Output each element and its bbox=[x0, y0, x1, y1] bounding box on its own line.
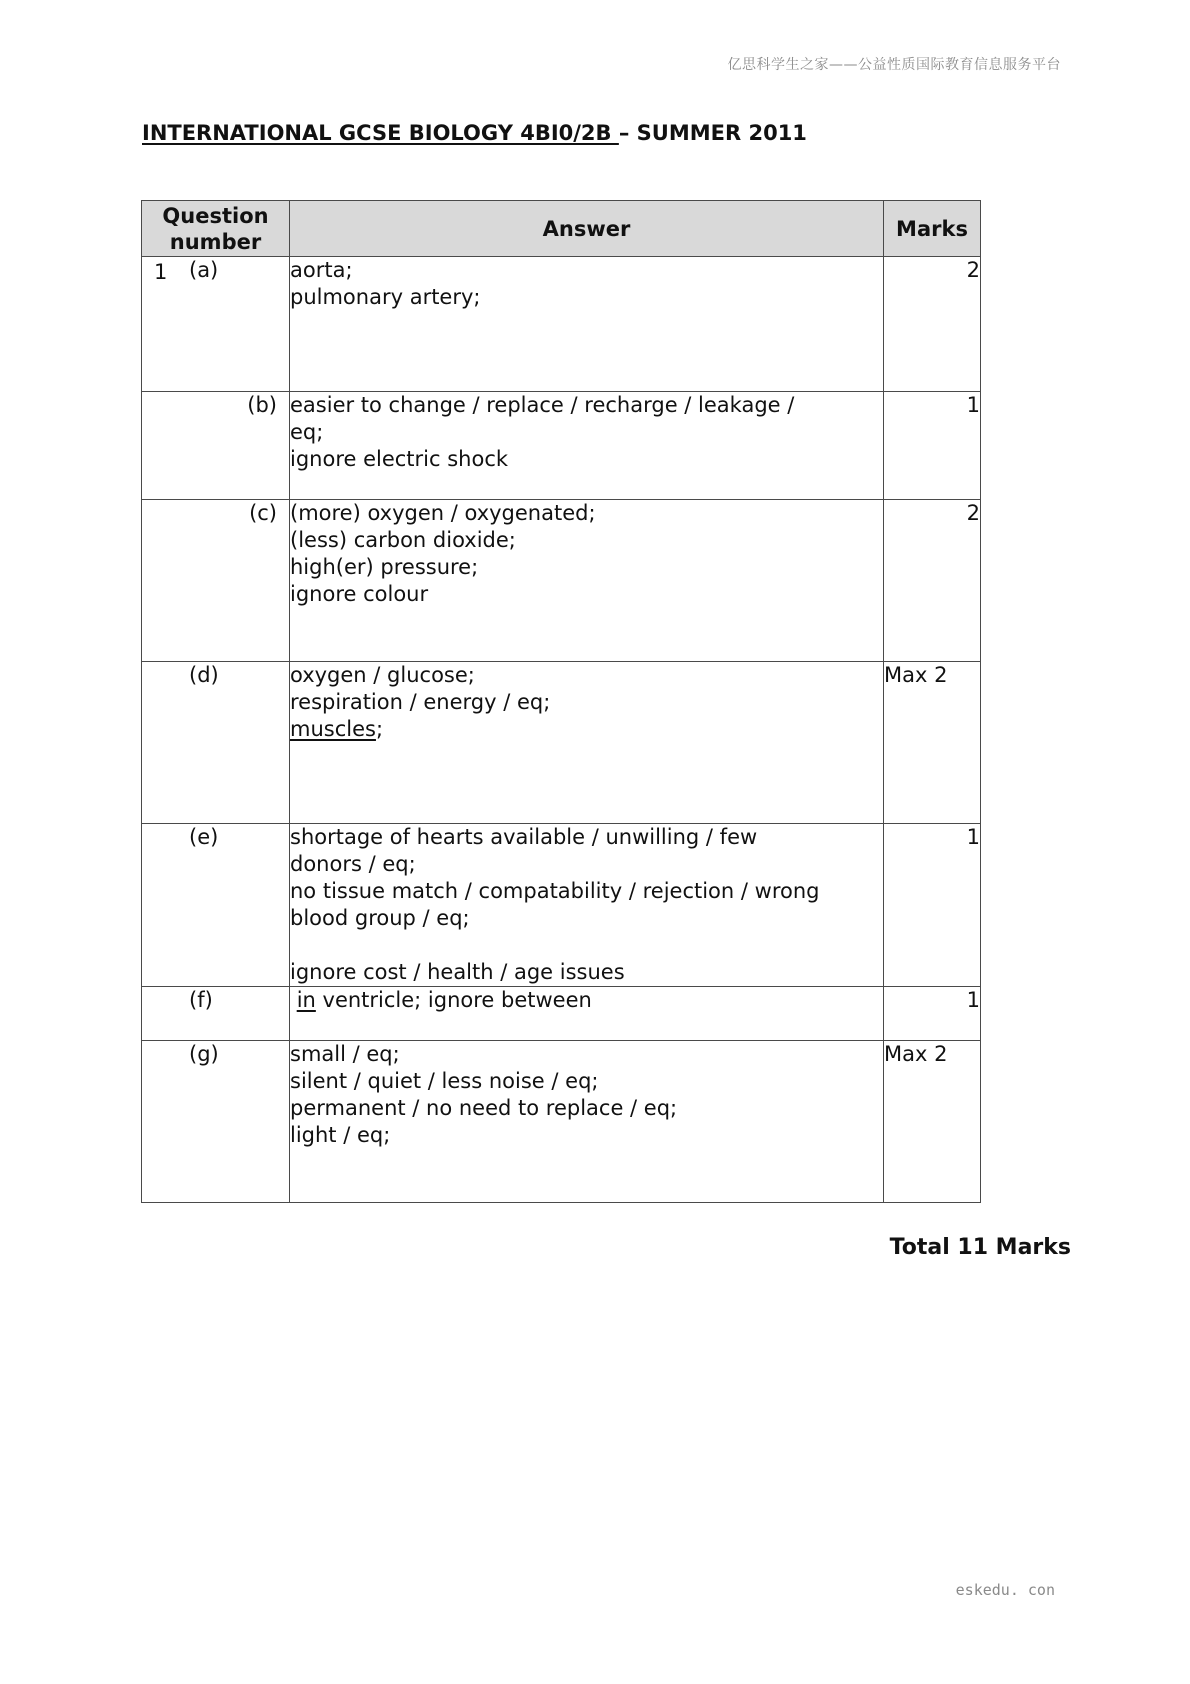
answer-line: pulmonary artery; bbox=[290, 285, 481, 309]
answer-line: blood group / eq; bbox=[290, 906, 470, 930]
title-underlined-part: INTERNATIONAL GCSE BIOLOGY 4BI0/2B bbox=[142, 121, 619, 145]
answer-cell-1d bbox=[290, 662, 884, 824]
answer-cell-1b bbox=[290, 392, 884, 500]
answer-cell-1f bbox=[290, 987, 884, 1041]
marks-cell-1a: 2 bbox=[884, 257, 981, 392]
question-number: 1 bbox=[154, 260, 168, 284]
marks-cell-1e: 1 bbox=[884, 824, 981, 987]
answer-line: shortage of hearts available / unwilling / few bbox=[290, 825, 758, 849]
marks-cell-1d: Max 2 bbox=[884, 662, 981, 824]
question-cell-1b bbox=[142, 392, 290, 500]
answer-line: easier to change / replace / recharge / leakage / bbox=[290, 393, 795, 417]
table-row-1d bbox=[142, 662, 981, 824]
footer-site: eskedu. con bbox=[955, 1581, 1055, 1599]
table-row-1a bbox=[142, 257, 981, 392]
total-marks: Total 11 Marks bbox=[889, 1235, 1071, 1260]
question-part: (a) bbox=[189, 258, 219, 282]
answer-line: donors / eq; bbox=[290, 852, 416, 876]
answer-line: permanent / no need to replace / eq; bbox=[290, 1096, 678, 1120]
answer-line: (more) oxygen / oxygenated; bbox=[290, 501, 596, 525]
question-cell-1a bbox=[142, 257, 290, 392]
answer-cell-1g bbox=[290, 1041, 884, 1203]
header-marks: Marks bbox=[884, 201, 981, 257]
header-watermark: 亿思科学生之家——公益性质国际教育信息服务平台 bbox=[727, 57, 1061, 73]
question-part: (f) bbox=[189, 988, 213, 1012]
answer-cell-1a bbox=[290, 257, 884, 392]
answer-line: light / eq; bbox=[290, 1123, 391, 1147]
answer-line: high(er) pressure; bbox=[290, 555, 479, 579]
question-part: (g) bbox=[189, 1042, 219, 1066]
answer-line: no tissue match / compatability / rejection / wrong bbox=[290, 879, 820, 903]
table-row-1c bbox=[142, 500, 981, 662]
marks-cell-1b: 1 bbox=[884, 392, 981, 500]
answer-line: silent / quiet / less noise / eq; bbox=[290, 1069, 599, 1093]
answer-line: aorta; bbox=[290, 258, 353, 282]
table-row-1e bbox=[142, 824, 981, 987]
question-cell-1e bbox=[142, 824, 290, 987]
question-cell-1d bbox=[142, 662, 290, 824]
answer-line-muscles bbox=[290, 716, 883, 743]
answer-line: respiration / energy / eq; bbox=[290, 690, 551, 714]
answer-cell-1c bbox=[290, 500, 884, 662]
answer-line: ignore electric shock bbox=[290, 447, 509, 471]
answer-line: oxygen / glucose; bbox=[290, 663, 475, 687]
answer-line-rest: ventricle; ignore between bbox=[315, 988, 592, 1012]
marks-cell-1f: 1 bbox=[884, 987, 981, 1041]
question-cell-1g bbox=[142, 1041, 290, 1203]
answer-line: (less) carbon dioxide; bbox=[290, 528, 516, 552]
question-part: (e) bbox=[189, 825, 219, 849]
header-answer: Answer bbox=[290, 201, 884, 257]
question-part: (b) bbox=[247, 393, 277, 417]
title-rest: – SUMMER 2011 bbox=[618, 121, 807, 145]
header-question-number: Question number bbox=[142, 201, 290, 257]
underlined-word: in bbox=[296, 988, 316, 1012]
question-part: (d) bbox=[189, 663, 219, 687]
table-row-1b bbox=[142, 392, 981, 500]
answer-line-tail: ; bbox=[375, 717, 384, 741]
table-header-row bbox=[142, 201, 981, 257]
mark-scheme-table bbox=[141, 200, 981, 1203]
underlined-word: muscles bbox=[290, 717, 376, 741]
question-part: (c) bbox=[249, 501, 277, 525]
question-cell-1c bbox=[142, 500, 290, 662]
table-row-1f bbox=[142, 987, 981, 1041]
answer-cell-1e bbox=[290, 824, 884, 987]
answer-line: ignore colour bbox=[290, 582, 429, 606]
answer-line: eq; bbox=[290, 420, 324, 444]
answer-line: ignore cost / health / age issues bbox=[290, 960, 625, 984]
marks-cell-1g: Max 2 bbox=[884, 1041, 981, 1203]
document-title bbox=[142, 121, 807, 145]
answer-line bbox=[290, 987, 883, 1014]
question-cell-1f bbox=[142, 987, 290, 1041]
answer-line: small / eq; bbox=[290, 1042, 400, 1066]
table-row-1g bbox=[142, 1041, 981, 1203]
blank-line bbox=[290, 932, 883, 959]
marks-cell-1c: 2 bbox=[884, 500, 981, 662]
